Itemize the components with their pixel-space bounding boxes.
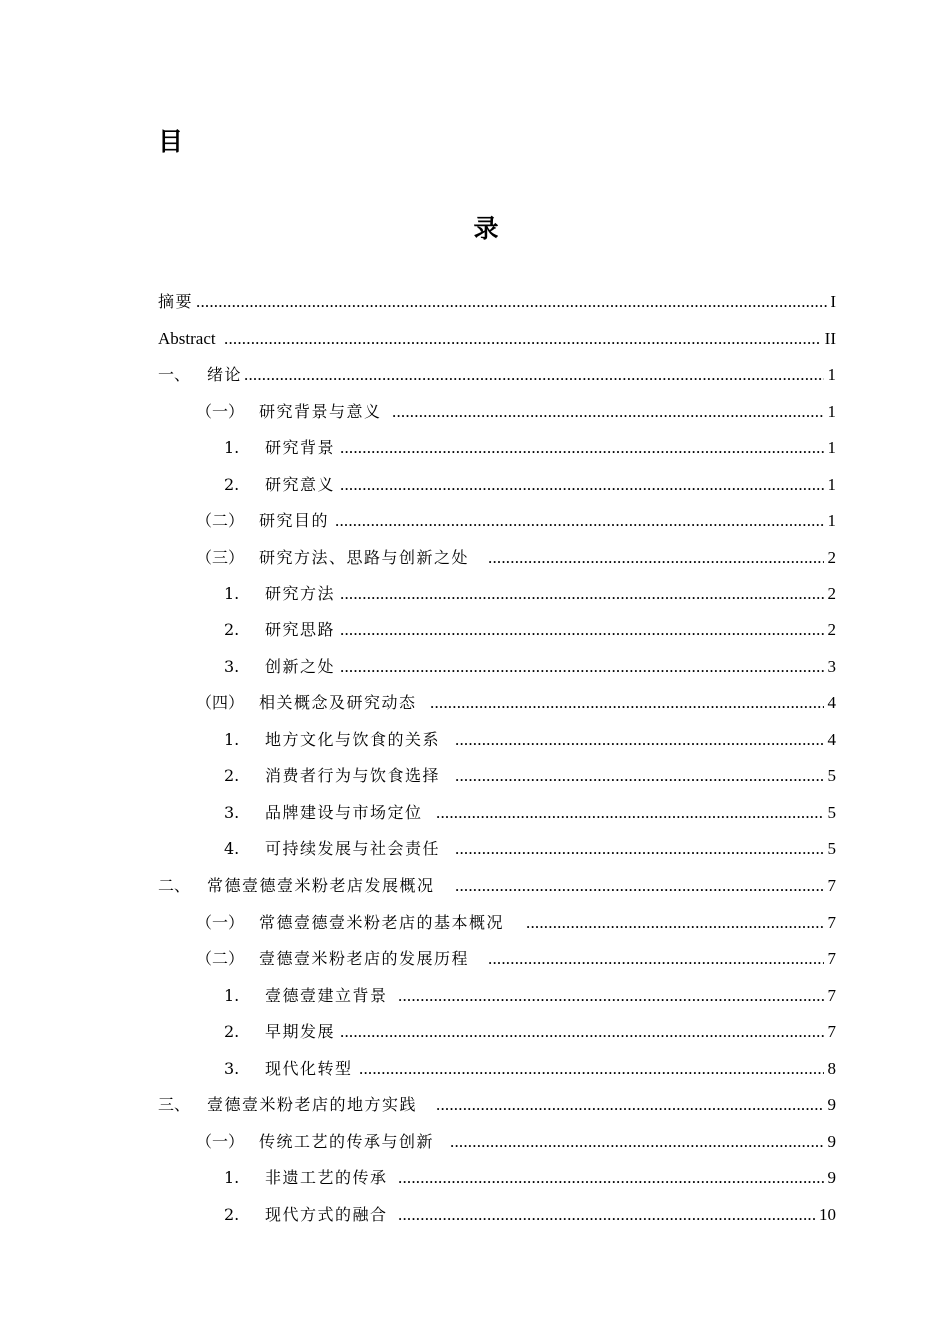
toc-entry-number: 一、 bbox=[158, 365, 191, 384]
toc-entry-label: 常德壹德壹米粉老店的基本概况 bbox=[259, 913, 505, 932]
toc-entry-number: （一） bbox=[196, 913, 245, 932]
toc-entry-number: 3. bbox=[224, 1059, 240, 1078]
toc-entry[interactable] bbox=[0, 1203, 950, 1227]
toc-leader bbox=[244, 363, 824, 387]
toc-leader bbox=[455, 764, 824, 788]
toc-entry-label: 壹德壹米粉老店的发展历程 bbox=[259, 949, 470, 968]
toc-entry-label: 研究方法、思路与创新之处 bbox=[259, 548, 470, 567]
toc-entry-label: 研究思路 bbox=[265, 620, 336, 639]
toc-entry[interactable] bbox=[0, 1130, 950, 1154]
toc-leader bbox=[436, 1093, 824, 1117]
toc-entry-page: 5 bbox=[827, 766, 836, 785]
toc-entry-number: （二） bbox=[196, 949, 245, 968]
toc-entry-page: 1 bbox=[827, 475, 836, 494]
toc-entry-page: 10 bbox=[819, 1205, 836, 1224]
toc-leader bbox=[340, 1020, 824, 1044]
toc-leader bbox=[455, 874, 824, 898]
toc-entry-page: 1 bbox=[827, 511, 836, 530]
toc-entry-label: 品牌建设与市场定位 bbox=[265, 803, 423, 822]
toc-entry-page: 1 bbox=[827, 402, 836, 421]
toc-entry-number: 2. bbox=[224, 1022, 240, 1041]
toc-entry-number: 2. bbox=[224, 620, 240, 639]
toc-entry[interactable] bbox=[0, 436, 950, 460]
toc-leader bbox=[340, 473, 824, 497]
toc-entry-label: 绪论 bbox=[207, 365, 243, 384]
toc-entry-label: 相关概念及研究动态 bbox=[259, 693, 417, 712]
toc-entry[interactable] bbox=[0, 874, 950, 898]
toc-leader bbox=[450, 1130, 824, 1154]
toc-entry-page: 9 bbox=[827, 1095, 836, 1114]
toc-entry-page: 3 bbox=[827, 657, 836, 676]
toc-leader bbox=[359, 1057, 824, 1081]
toc-entry-page: 9 bbox=[827, 1132, 836, 1151]
toc-entry-number: 2. bbox=[224, 475, 240, 494]
toc-entry[interactable] bbox=[0, 1093, 950, 1117]
toc-entry-page: 7 bbox=[827, 876, 836, 895]
toc-entry-number: （四） bbox=[196, 693, 245, 712]
toc-entry-number: 1. bbox=[224, 730, 240, 749]
toc-leader bbox=[436, 801, 824, 825]
toc-entry-label: 早期发展 bbox=[265, 1022, 336, 1041]
toc-leader bbox=[196, 290, 828, 314]
toc-entry-label: 研究目的 bbox=[259, 511, 330, 530]
toc-entry-page: 7 bbox=[827, 949, 836, 968]
toc-entry[interactable] bbox=[0, 984, 950, 1008]
toc-leader bbox=[430, 691, 824, 715]
toc-entry-page: 4 bbox=[827, 693, 836, 712]
toc-leader bbox=[398, 1166, 824, 1190]
toc-entry[interactable] bbox=[0, 400, 950, 424]
toc-entry[interactable] bbox=[0, 290, 950, 314]
toc-entry-number: 2. bbox=[224, 1205, 240, 1224]
toc-entry[interactable] bbox=[0, 582, 950, 606]
toc-leader bbox=[224, 327, 820, 351]
toc-entry-number: （三） bbox=[196, 548, 245, 567]
toc-entry[interactable] bbox=[0, 837, 950, 861]
toc-entry[interactable] bbox=[0, 655, 950, 679]
toc-entry[interactable] bbox=[0, 801, 950, 825]
toc-entry-page: 5 bbox=[827, 839, 836, 858]
toc-entry-page: 9 bbox=[827, 1168, 836, 1187]
toc-leader bbox=[398, 984, 824, 1008]
toc-entry[interactable] bbox=[0, 546, 950, 570]
toc-entry-label: 研究背景 bbox=[265, 438, 336, 457]
toc-entry-page: II bbox=[824, 329, 836, 348]
toc-entry-label: 地方文化与饮食的关系 bbox=[265, 730, 441, 749]
toc-leader bbox=[340, 655, 824, 679]
toc-title-char-1: 目 bbox=[158, 127, 184, 156]
toc-entry-label: 研究方法 bbox=[265, 584, 336, 603]
toc-entry[interactable] bbox=[0, 1020, 950, 1044]
toc-entry[interactable] bbox=[0, 1057, 950, 1081]
toc-entry-label: 常德壹德壹米粉老店发展概况 bbox=[207, 876, 435, 895]
toc-entry-page: 2 bbox=[827, 620, 836, 639]
toc-entry-page: 7 bbox=[827, 1022, 836, 1041]
toc-entry-label: 研究意义 bbox=[265, 475, 336, 494]
toc-entry[interactable] bbox=[0, 618, 950, 642]
toc-title-char-2: 录 bbox=[473, 214, 499, 243]
toc-entry-label: 摘要 bbox=[158, 292, 194, 311]
toc-entry-page: 7 bbox=[827, 986, 836, 1005]
toc-leader bbox=[526, 911, 824, 935]
toc-leader bbox=[340, 618, 824, 642]
toc-entry-label: 现代方式的融合 bbox=[265, 1205, 388, 1224]
toc-entry-number: 3. bbox=[224, 657, 240, 676]
toc-entry-label: 创新之处 bbox=[265, 657, 336, 676]
toc-leader bbox=[488, 546, 824, 570]
toc-entry-page: 5 bbox=[827, 803, 836, 822]
toc-entry-page: 8 bbox=[827, 1059, 836, 1078]
toc-leader bbox=[340, 436, 824, 460]
toc-leader bbox=[335, 509, 824, 533]
toc-entry-number: （一） bbox=[196, 1132, 245, 1151]
toc-entry-number: （一） bbox=[196, 402, 245, 421]
toc-entry[interactable] bbox=[0, 327, 950, 351]
toc-entry-page: 2 bbox=[827, 548, 836, 567]
toc-entry[interactable] bbox=[0, 363, 950, 387]
toc-entry-label: 现代化转型 bbox=[265, 1059, 353, 1078]
toc-entry-number: 三、 bbox=[158, 1095, 191, 1114]
toc-entry-page: 1 bbox=[827, 365, 836, 384]
toc-entry[interactable] bbox=[0, 947, 950, 971]
toc-entry-page: 4 bbox=[827, 730, 836, 749]
toc-entry-number: 3. bbox=[224, 803, 240, 822]
toc-entry[interactable] bbox=[0, 1166, 950, 1190]
toc-entry-number: 1. bbox=[224, 1168, 240, 1187]
toc-entry[interactable] bbox=[0, 728, 950, 752]
toc-entry-page: I bbox=[830, 292, 836, 311]
toc-entry-label: 消费者行为与饮食选择 bbox=[265, 766, 441, 785]
toc-entry-label: 传统工艺的传承与创新 bbox=[259, 1132, 435, 1151]
toc-entry-number: （二） bbox=[196, 511, 245, 530]
toc-entry-page: 1 bbox=[827, 438, 836, 457]
toc-entry-label: 壹德壹建立背景 bbox=[265, 986, 388, 1005]
toc-entry-page: 7 bbox=[827, 913, 836, 932]
toc-entry[interactable] bbox=[0, 691, 950, 715]
toc-entry-number: 1. bbox=[224, 986, 240, 1005]
toc-leader bbox=[398, 1203, 816, 1227]
toc-entry-number: 4. bbox=[224, 839, 240, 858]
toc-entry-page: 2 bbox=[827, 584, 836, 603]
toc-leader bbox=[392, 400, 824, 424]
toc-leader bbox=[340, 582, 824, 606]
toc-entry-number: 1. bbox=[224, 438, 240, 457]
toc-entry-label: 研究背景与意义 bbox=[259, 402, 382, 421]
toc-entry[interactable] bbox=[0, 473, 950, 497]
toc-entry-label: 可持续发展与社会责任 bbox=[265, 839, 441, 858]
toc-entry-label: 非遗工艺的传承 bbox=[265, 1168, 388, 1187]
toc-entry-number: 1. bbox=[224, 584, 240, 603]
toc-entry[interactable] bbox=[0, 509, 950, 533]
toc-entry[interactable] bbox=[0, 911, 950, 935]
toc-entry-number: 2. bbox=[224, 766, 240, 785]
toc-entry-number: 二、 bbox=[158, 876, 191, 895]
toc-entry-label: 壹德壹米粉老店的地方实践 bbox=[207, 1095, 418, 1114]
toc-entry[interactable] bbox=[0, 764, 950, 788]
toc-entry-label: Abstract bbox=[158, 329, 216, 348]
toc-leader bbox=[488, 947, 824, 971]
toc-leader bbox=[455, 728, 824, 752]
toc-leader bbox=[455, 837, 824, 861]
